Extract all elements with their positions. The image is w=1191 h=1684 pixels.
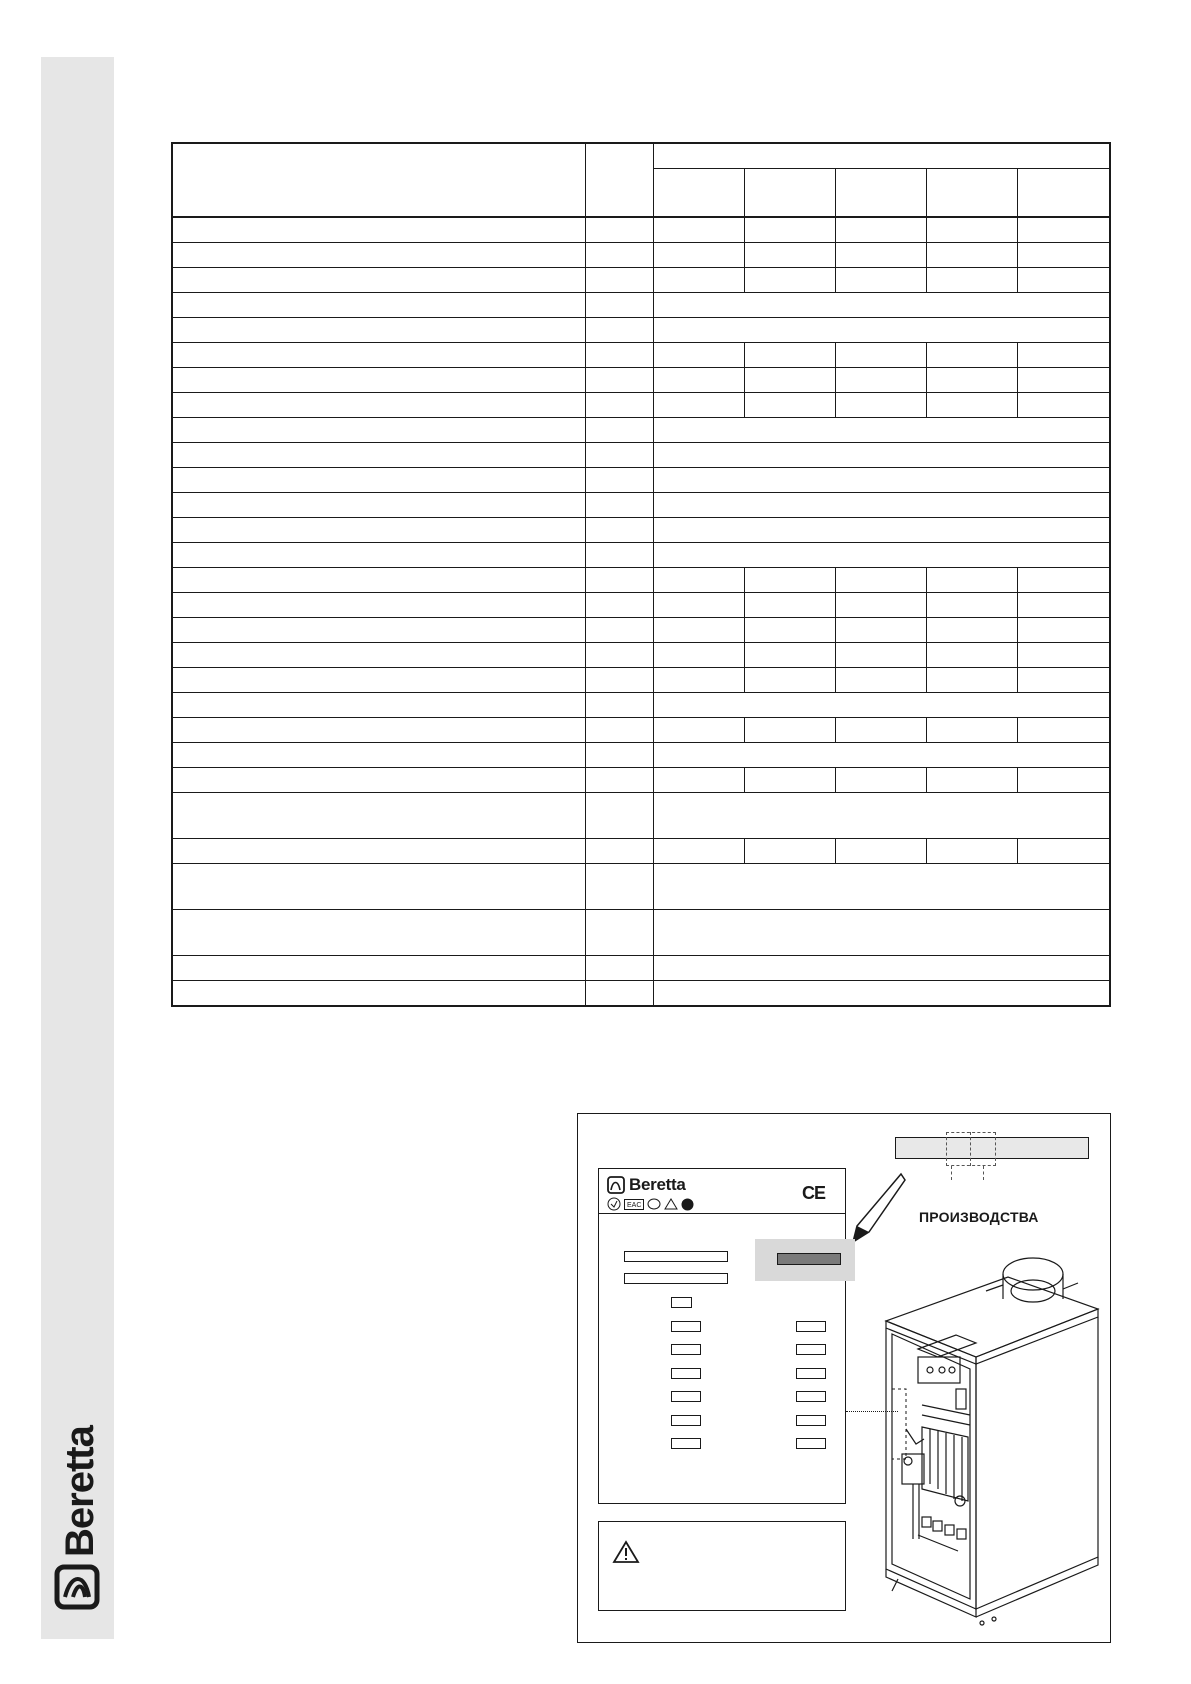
plate-field [624,1273,728,1284]
sidebar-brand [41,1401,114,1611]
table-row [172,217,1110,243]
boiler-drawing [878,1239,1103,1634]
plate-field [796,1415,826,1426]
table-row [172,718,1110,743]
sidebar-brand-text: Beretta [58,1426,102,1557]
table-row [172,981,1110,1007]
table-row [172,864,1110,910]
production-label: ПРОИЗВОДСТВА [919,1209,1039,1225]
table-row [172,768,1110,793]
serial-highlight-field [777,1253,841,1265]
plate-field [796,1321,826,1332]
plate-field [671,1297,692,1308]
header-model-cell [835,169,926,218]
table-row [172,268,1110,293]
table-row [172,668,1110,693]
plate-field [671,1368,701,1379]
header-model-cell [653,169,744,218]
plate-field [671,1438,701,1449]
warning-box [598,1521,846,1611]
table-row [172,343,1110,368]
table-row [172,518,1110,543]
serial-number-focus [946,1132,996,1166]
table-row [172,593,1110,618]
header-parameter-cell [172,143,585,217]
table-row [172,793,1110,839]
warning-triangle-icon [612,1540,640,1564]
plate-field [796,1438,826,1449]
table-row [172,418,1110,443]
table-row [172,443,1110,468]
plate-brand-name: Beretta [629,1175,686,1194]
header-model-cell [1017,169,1110,218]
table-row [172,839,1110,864]
table-header-row [172,143,1110,169]
plate-field [624,1251,728,1262]
beretta-logo-icon [607,1176,625,1194]
brand-sidebar [41,57,114,1639]
rating-plate-figure [577,1113,1111,1643]
ce-mark: CE [801,1183,825,1203]
spec-table [171,142,1111,1007]
table-row [172,643,1110,668]
table-row [172,493,1110,518]
table-row [172,956,1110,981]
table-row [172,618,1110,643]
header-model-cell [744,169,835,218]
table-row [172,368,1110,393]
table-row [172,910,1110,956]
certification-icon [607,1197,621,1211]
table-row [172,293,1110,318]
header-unit-cell [585,143,653,217]
table-row [172,318,1110,343]
table-row [172,543,1110,568]
table-row [172,243,1110,268]
table-row [172,568,1110,593]
table-row [172,693,1110,718]
table-row [172,393,1110,418]
header-model-cell [926,169,1017,218]
certification-marks [607,1197,694,1211]
plate-field [796,1391,826,1402]
rating-plate [598,1168,846,1504]
table-row [172,743,1110,768]
eac-mark: EAC [624,1199,644,1210]
table-row [172,468,1110,493]
header-models-cell [653,143,1110,169]
plate-field [796,1368,826,1379]
plate-field [671,1391,701,1402]
pointer-arrow-icon [851,1172,911,1244]
certification-icon [681,1198,694,1211]
certification-icon [647,1198,661,1210]
plate-field [671,1344,701,1355]
plate-field [796,1344,826,1355]
certification-icon [664,1198,678,1210]
plate-field [671,1415,701,1426]
plate-field [671,1321,701,1332]
beretta-logo-icon [41,1401,114,1611]
